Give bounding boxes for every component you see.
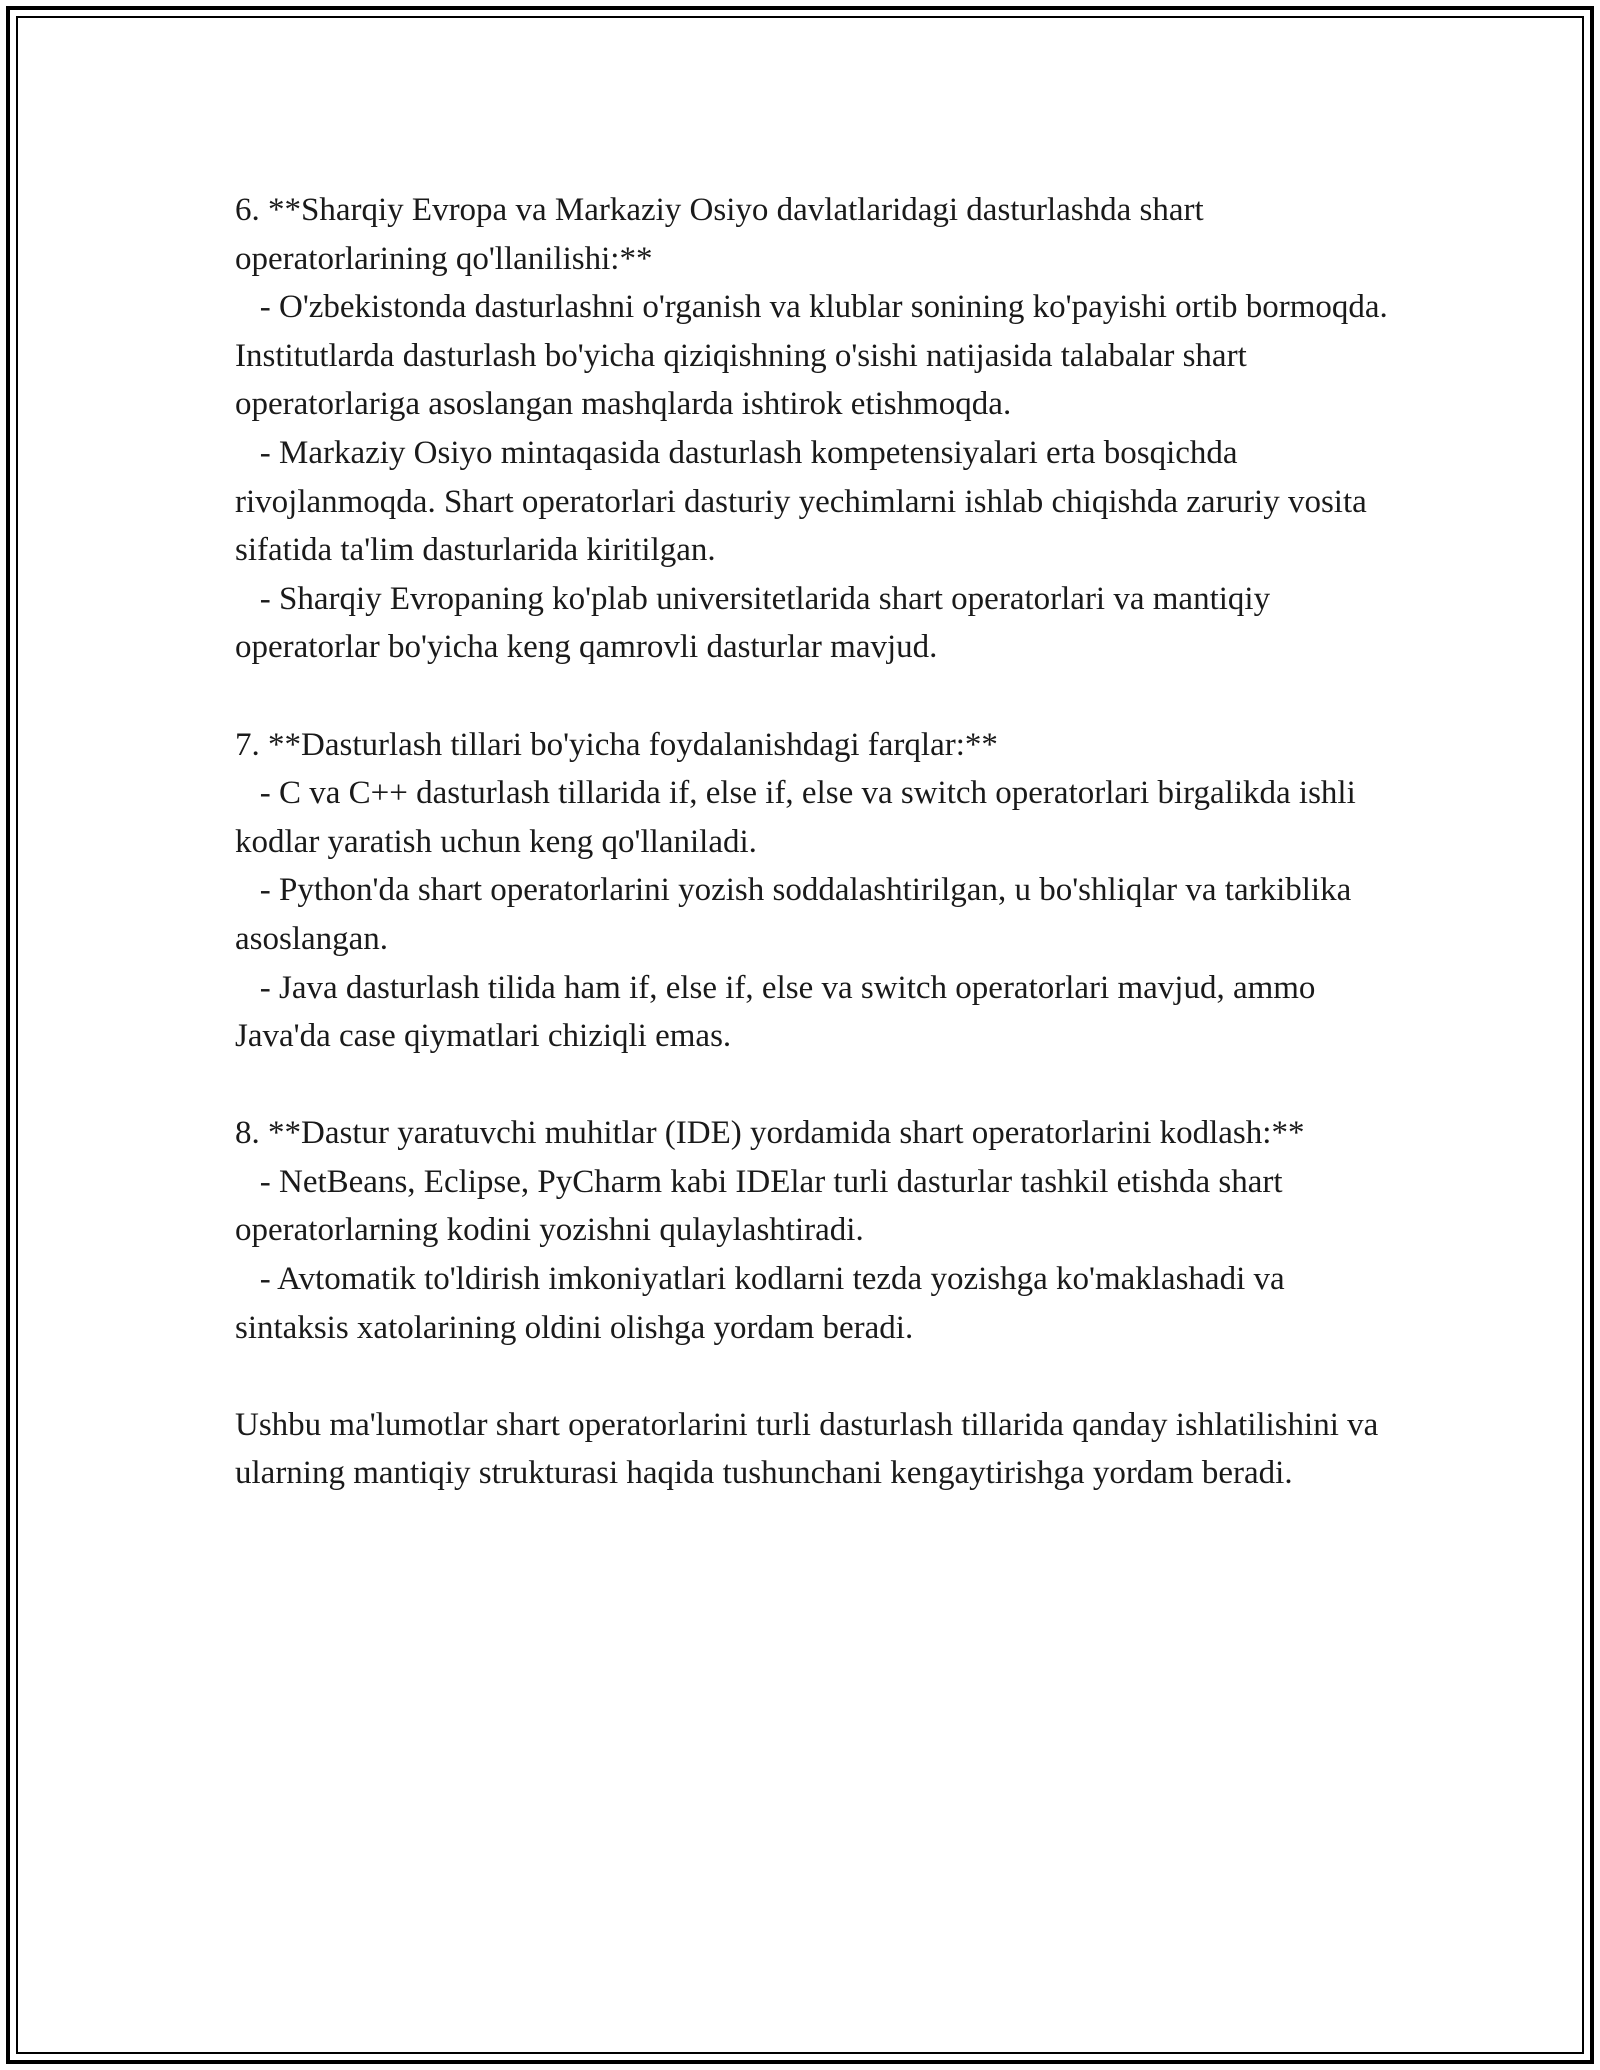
section-8 xyxy=(235,1109,1395,1352)
bullet-item: - NetBeans, Eclipse, PyCharm kabi IDElar turli dasturlar tashkil etishda shart operatorlarning kodini yozishni qulaylashtiradi. xyxy=(235,1163,1291,1249)
section-heading: 8. **Dastur yaratuvchi muhitlar (IDE) yordamida shart operatorlarini kodlash:** xyxy=(235,1115,1305,1152)
section-7 xyxy=(235,721,1395,1061)
bullet-item: - Markaziy Osiyo mintaqasida dasturlash kompetensiyalari erta bosqichda rivojlanmoqda. Shart operatorlari dasturiy yechimlarni ishlab chiqishda zaruriy vosita sifatida ta'lim dasturlarida kiritilgan. xyxy=(235,434,1376,569)
paragraph-gap xyxy=(235,1061,1395,1110)
conclusion-paragraph: Ushbu ma'lumotlar shart operatorlarini turli dasturlash tillarida qanday ishlatilishini va ularning mantiqiy strukturasi haqida tushunchani kengaytirishga yordam beradi. xyxy=(235,1406,1379,1492)
section-heading: 7. **Dasturlash tillari bo'yicha foydalanishdagi farqlar:** xyxy=(235,726,998,763)
bullet-item: - Avtomatik to'ldirish imkoniyatlari kodlarni tezda yozishga ko'maklashadi va sintaksis xatolarining oldini olishga yordam beradi. xyxy=(235,1261,1293,1346)
paragraph-gap xyxy=(235,672,1395,721)
bullet-item: - C va C++ dasturlash tillarida if, else if, else va switch operatorlari birgalikda ishli kodlar yaratish uchun keng qo'llaniladi. xyxy=(235,775,1364,860)
section-6 xyxy=(235,186,1395,672)
bullet-item: - Sharqiy Evropaning ko'plab universitetlarida shart operatorlari va mantiqiy operatorlar bo'yicha keng qamrovli dasturlar mavjud. xyxy=(235,580,1279,666)
bullet-item: - Python'da shart operatorlarini yozish soddalashtirilgan, u bo'shliqlar va tarkiblika asoslangan. xyxy=(235,872,1360,957)
paragraph-gap xyxy=(235,1352,1395,1401)
document-body xyxy=(235,186,1395,1498)
section-heading: 6. **Sharqiy Evropa va Markaziy Osiyo davlatlaridagi dasturlashda shart operatorlarining qo'llanilishi:** xyxy=(235,192,1204,277)
bullet-item: - Java dasturlash tilida ham if, else if, else va switch operatorlari mavjud, ammo Java'da case qiymatlari chiziqli emas. xyxy=(235,969,1324,1055)
bullet-item: - O'zbekistonda dasturlashni o'rganish va klublar sonining ko'payishi ortib bormoqda. Institutlarda dasturlash bo'yicha qiziqishning o'sishi natijasida talabalar shart operatorlariga asoslangan mashqlarda ishtirok etishmoqda. xyxy=(235,289,1397,423)
